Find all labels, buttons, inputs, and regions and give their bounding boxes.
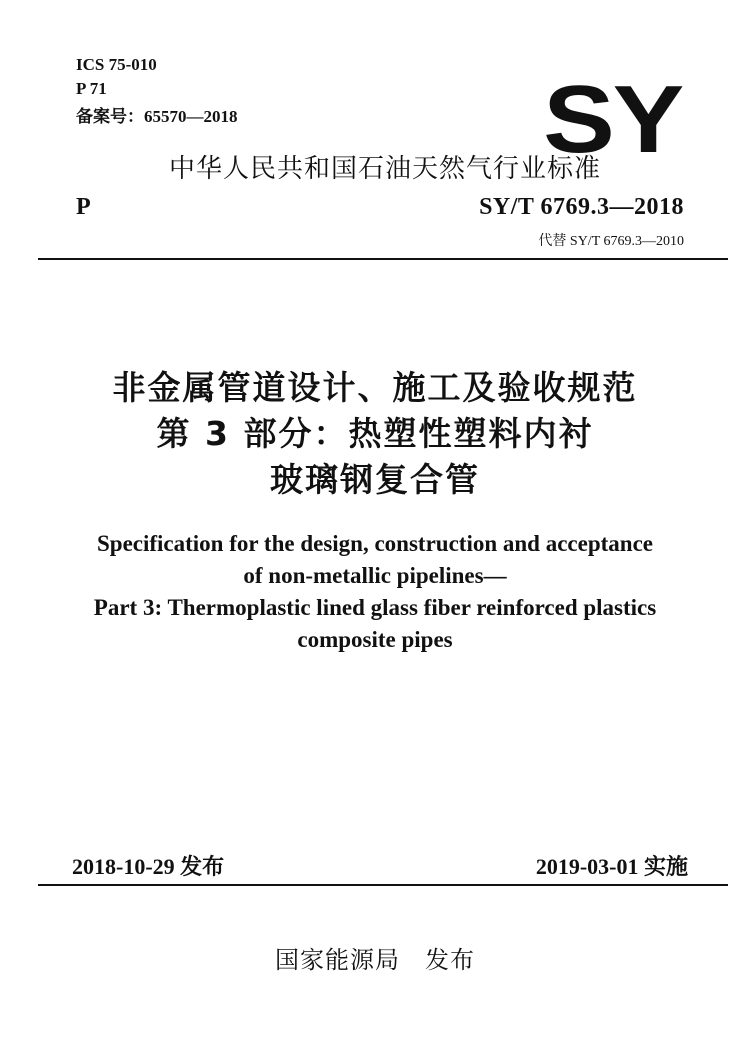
implementation-date: 2019-03-01 实施 xyxy=(535,854,688,879)
classification-code: P 71 xyxy=(76,79,107,98)
sy-logo: SY xyxy=(543,66,682,173)
category-mark: P xyxy=(76,194,91,220)
top-divider xyxy=(38,258,728,260)
publisher: 国家能源局 发布 xyxy=(275,946,475,974)
chinese-title-line-2: 第 3 部分：热塑性塑料内衬 xyxy=(156,414,594,453)
standard-type-title: 中华人民共和国石油天然气行业标准 xyxy=(168,154,601,184)
english-title-line-4: composite pipes xyxy=(297,627,453,652)
english-title-line-2: of non-metallic pipelines— xyxy=(243,563,507,588)
chinese-title-line-3: 玻璃钢复合管 xyxy=(270,460,480,499)
issue-date: 2018-10-29 发布 xyxy=(72,854,225,879)
standard-number: SY/T 6769.3—2018 xyxy=(479,194,684,220)
english-title-line-1: Specification for the design, construction and acceptance xyxy=(96,531,653,556)
replaces-note: 代替 SY/T 6769.3—2010 xyxy=(538,234,684,249)
ics-code: ICS 75-010 xyxy=(76,55,157,74)
bottom-divider xyxy=(38,884,728,886)
chinese-title-line-1: 非金属管道设计、施工及验收规范 xyxy=(112,368,638,407)
record-number: 备案号：65570—2018 xyxy=(76,107,238,126)
english-title-line-3: Part 3: Thermoplastic lined glass fiber reinforced plastics xyxy=(93,595,657,620)
